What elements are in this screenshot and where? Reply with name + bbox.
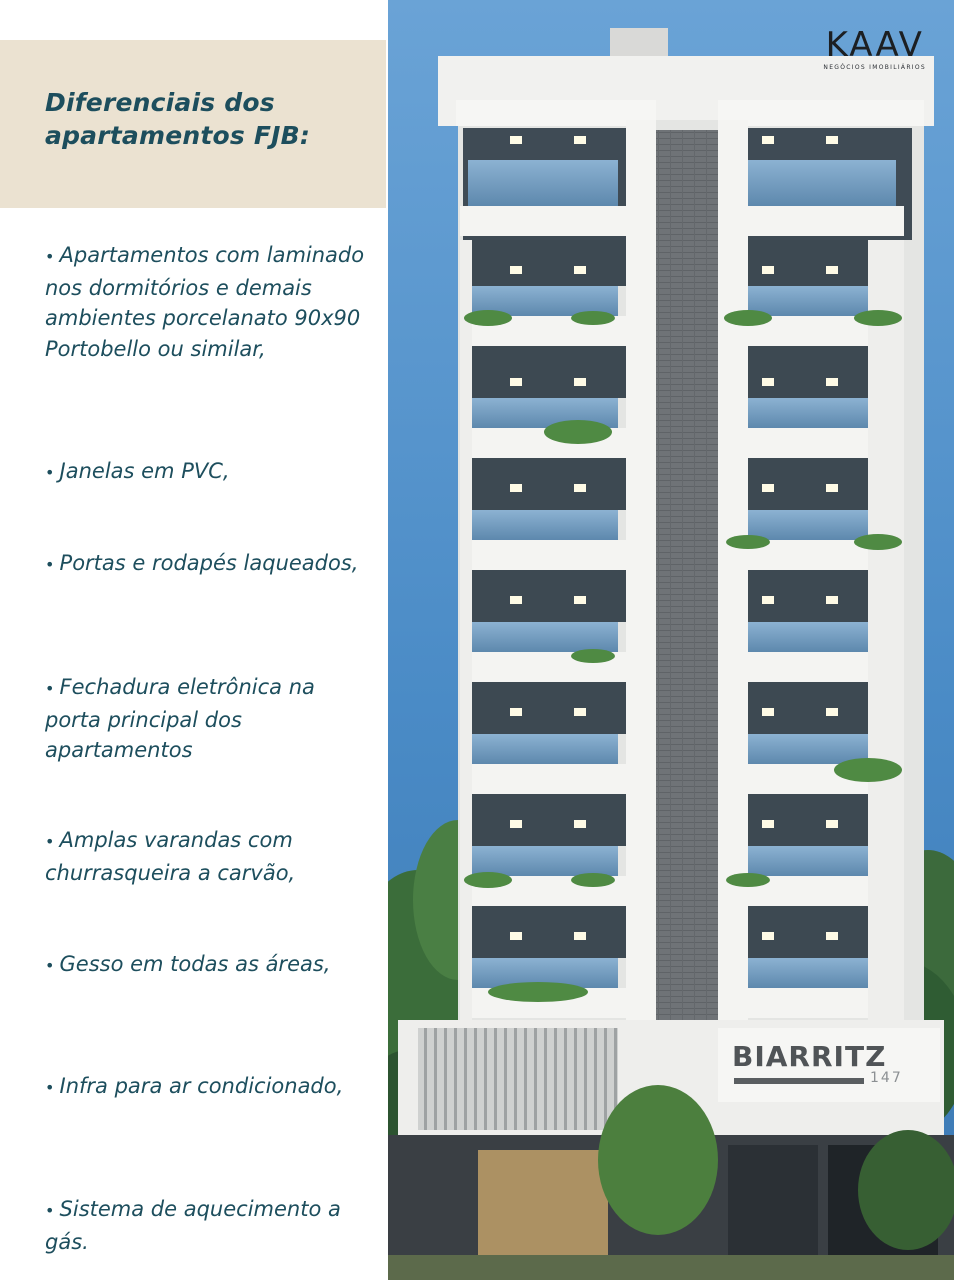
- title-line-2: apartamentos FJB:: [45, 121, 311, 150]
- feature-item: • Portas e rodapés laqueados,: [45, 551, 359, 575]
- features-panel: [0, 0, 388, 1280]
- page-title: [45, 86, 310, 152]
- feature-text: Apartamentos com laminado nos dormitórios e demais ambientes porcelanato 90x90 Portobello ou similar,: [45, 243, 365, 361]
- feature-text: Infra para ar condicionado,: [59, 1074, 344, 1098]
- center-column: [656, 130, 718, 1050]
- feature-item: • Infra para ar condicionado,: [45, 1074, 344, 1098]
- title-line-1: Diferenciais dos: [45, 88, 275, 117]
- feature-text: Gesso em todas as áreas,: [59, 952, 331, 976]
- logo-wordmark: KAAV: [825, 25, 924, 65]
- building-name-sign: BIARRITZ: [732, 1040, 887, 1073]
- building-number: 147: [870, 1070, 903, 1086]
- brand-logo: [823, 25, 926, 71]
- feature-text: Fechadura eletrônica na porta principal dos apartamentos: [45, 675, 315, 762]
- feature-text: Amplas varandas com churrasqueira a carvão,: [45, 828, 296, 885]
- feature-text: Janelas em PVC,: [59, 459, 230, 483]
- feature-item: • Sistema de aquecimento a gás.: [45, 1197, 341, 1254]
- building-illustration: [388, 0, 954, 1280]
- feature-item: • Gesso em todas as áreas,: [45, 952, 331, 976]
- feature-text: Portas e rodapés laqueados,: [59, 551, 359, 575]
- feature-item: • Fechadura eletrônica na porta principal dos apartamentos: [45, 675, 315, 762]
- feature-item: • Amplas varandas com churrasqueira a carvão,: [45, 828, 296, 885]
- logo-tagline: NEGÓCIOS IMOBILIÁRIOS: [823, 64, 926, 71]
- roof-box: [610, 28, 668, 58]
- feature-text: Sistema de aquecimento a gás.: [45, 1197, 341, 1254]
- feature-item: • Apartamentos com laminado nos dormitórios e demais ambientes porcelanato 90x90 Portobello ou similar,: [45, 243, 365, 361]
- feature-item: • Janelas em PVC,: [45, 459, 230, 483]
- building-rendering: [388, 0, 954, 1280]
